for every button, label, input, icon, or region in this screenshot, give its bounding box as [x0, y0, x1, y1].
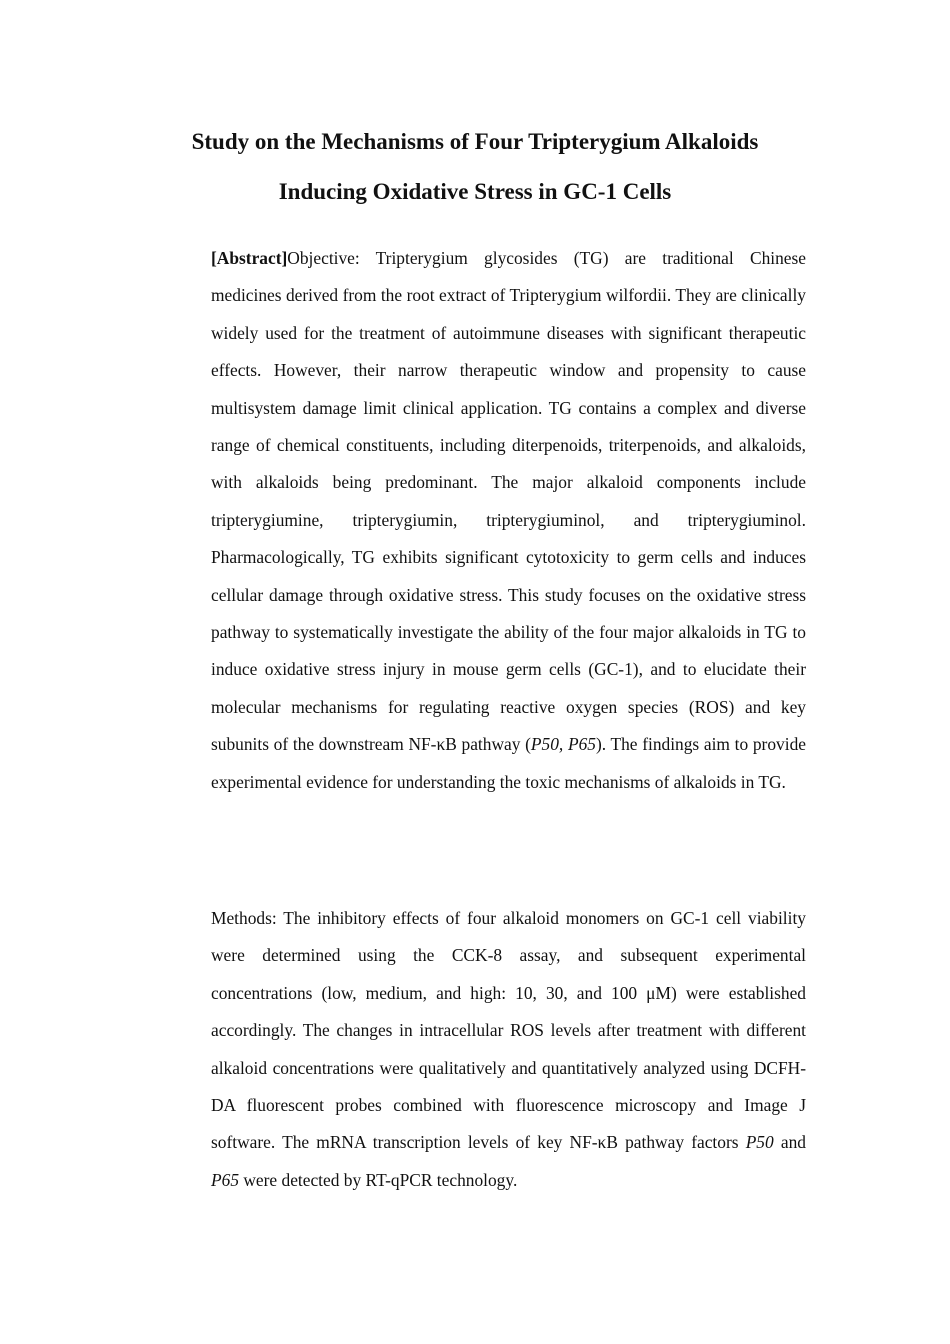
methods-section	[211, 900, 806, 1199]
abstract-text-part-1: Objective: Tripterygium glycosides (TG) are traditional Chinese medicines derived from the root extract of Tripterygium wilfordii. They are clinically widely used for the treatment of autoimmune diseases with significant therapeutic effects. However, their narrow therapeutic window and propensity to cause multisystem damage limit clinical application. TG contains a complex and diverse range of chemical constituents, including diterpenoids, triterpenoids, and alkaloids, with alkaloids being predominant. The major alkaloid components include tripterygiumine, tripterygiumin, tripterygiuminol, and tripterygiuminol. Pharmacologically, TG exhibits significant cytotoxicity to germ cells and induces cellular damage through oxidative stress. This study focuses on the oxidative stress pathway to systematically investigate the ability of the four major alkaloids in TG to induce oxidative stress injury in mouse germ cells (GC-1), and to elucidate their molecular mechanisms for regulating reactive oxygen species (ROS) and key subunits of the downstream NF-κB pathway (	[211, 248, 806, 755]
methods-text-and: and	[773, 1132, 806, 1153]
methods-text-part-2: were detected by RT-qPCR technology.	[239, 1169, 518, 1190]
abstract-text-part-2: ). The findings aim to provide experimental evidence for understanding the toxic mechanisms of alkaloids in TG.	[211, 734, 806, 792]
paper-title-line-2: Inducing Oxidative Stress in GC-1 Cells	[278, 179, 672, 204]
paper-title-line-1: Study on the Mechanisms of Four Tripterygium Alkaloids	[191, 129, 759, 154]
abstract-gene-names: P50, P65	[530, 734, 596, 755]
methods-text-part-1: Methods: The inhibitory effects of four alkaloid monomers on GC-1 cell viability were determined using the CCK-8 assay, and subsequent experimental concentrations (low, medium, and high: 10, 30, and 100 μM) were established accordingly. The changes in intracellular ROS levels after treatment with different alkaloid concentrations were qualitatively and quantitatively analyzed using DCFH-DA fluorescent probes combined with fluorescence microscopy and Image J software. The mRNA transcription levels of key NF-κB pathway factors	[211, 908, 806, 1153]
methods-paragraph	[211, 900, 806, 1199]
methods-gene-p50: P50	[745, 1132, 774, 1153]
abstract-label: [Abstract]	[211, 248, 288, 268]
methods-gene-p65: P65	[211, 1169, 240, 1190]
paper-title	[100, 117, 850, 217]
abstract-section	[211, 240, 806, 801]
abstract-paragraph	[211, 240, 806, 801]
